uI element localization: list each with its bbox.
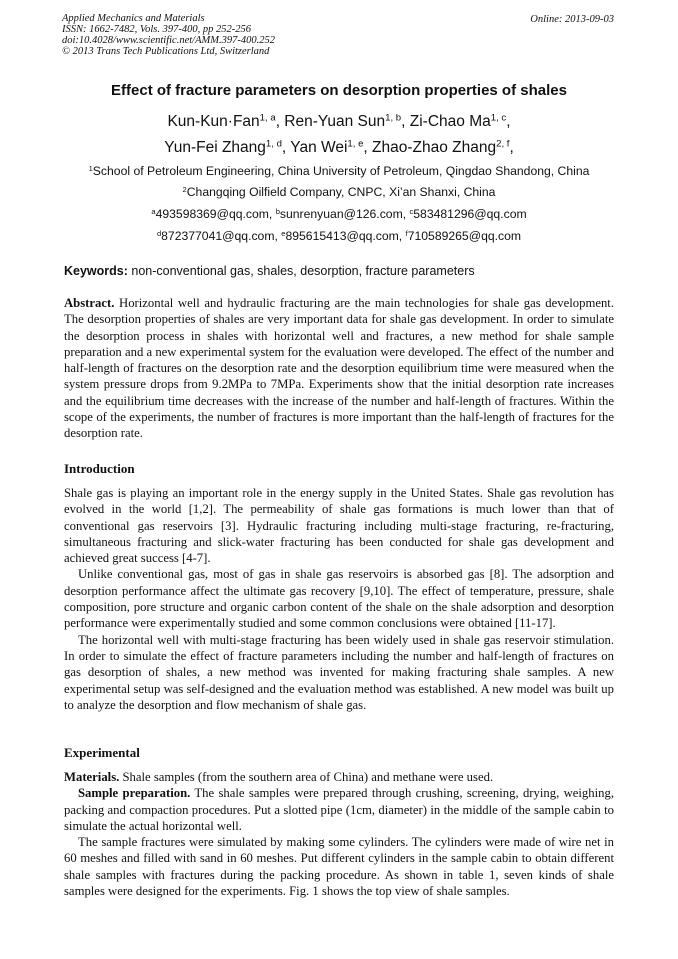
affiliation-text: School of Petroleum Engineering, China University of Petroleum, Qingdao Shandong, China [92, 164, 590, 178]
author-line-2 [0, 139, 678, 157]
introduction-heading: Introduction [64, 461, 135, 476]
paragraph: Unlike conventional gas, most of gas in shale gas reservoirs is absorbed gas [8]. The adsorption and desorption performance affect the ultimate gas recovery [9,10]. The effect of temperature, pressure, shale composition, pore structure and organic carbon content of the shale on the shale adsorption and desorption performance were experimentally studied and some common conclusions were obtained [11-17]. [64, 567, 614, 631]
email: 710589265@qq.com [407, 229, 522, 243]
email-mark: b [275, 206, 280, 216]
email-mark: f [405, 228, 408, 238]
affiliation-1 [0, 164, 678, 178]
author-line-1 [0, 113, 678, 131]
abstract [64, 295, 614, 442]
keywords [64, 264, 475, 278]
author-separator: , [509, 139, 514, 156]
email: 895615413@qq.com, [285, 229, 406, 243]
author-affiliation-mark: 1, b [385, 112, 402, 124]
author-affiliation-mark: 1, e [347, 138, 364, 150]
materials-text: Shale samples (from the southern area of China) and methane were used. [119, 770, 494, 784]
email-line-1 [0, 207, 678, 221]
affiliation-text: Changqing Oilfield Company, CNPC, Xi’an Shanxi, China [186, 185, 496, 199]
email-mark: c [409, 206, 414, 216]
abstract-label: Abstract. [64, 296, 115, 310]
author-separator: , [506, 113, 511, 130]
affiliation-mark: 2 [182, 184, 187, 194]
author-name: , Yan Wei [281, 139, 348, 156]
doi-line: doi:10.4028/www.scientific.net/AMM.397-400.252 [62, 35, 275, 46]
journal-name: Applied Mechanics and Materials [62, 13, 205, 24]
paragraph: The horizontal well with multi-stage fracturing has been widely used in shale gas reservoir stimulation. In order to simulate the effect of fracture parameters including the number and half-length of fractures on gas desorption of shales, a new method was invented for making fracturing shale samples. A new experimental setup was self-designed and the evaluation method was established. A new model was built up to analyze the desorption and flow mechanism of shale gas. [64, 632, 614, 712]
author-affiliation-mark: 1, a [259, 112, 276, 124]
email-mark: e [281, 228, 286, 238]
paragraph: The sample fractures were simulated by making some cylinders. The cylinders were made of wire net in 60 meshes and filled with sand in 60 meshes. Put different cylinders in the sample cabin to obtain different shale samples with fractures during the packing procedure. As shown in table 1, seven kinds of shale samples were designed for the experiments. Fig. 1 shows the top view of shale samples. [64, 835, 614, 899]
issn-line: ISSN: 1662-7482, Vols. 397-400, pp 252-256 [62, 24, 251, 35]
email-mark: a [151, 206, 156, 216]
author-affiliation-mark: 1, d [265, 138, 282, 150]
author-name: , Zhao-Zhao Zhang [363, 139, 497, 156]
experimental-heading: Experimental [64, 745, 140, 760]
sample-preparation-text: The shale samples were prepared through crushing, screening, drying, weighing, packing and compaction procedures. Put a slotted pipe (1cm, diameter) in the middle of the sample cabin to simulate the actual horizontal well. [64, 786, 614, 833]
keywords-text: non-conventional gas, shales, desorption, fracture parameters [127, 264, 475, 278]
email-mark: d [156, 228, 162, 238]
email-line-2 [0, 229, 678, 243]
keywords-label: Keywords: [64, 264, 128, 278]
sample-preparation-label: Sample preparation. [78, 786, 191, 801]
author-name: , Ren-Yuan Sun [275, 113, 386, 130]
email: 583481296@qq.com [413, 207, 527, 221]
author-name: , Zi-Chao Ma [401, 113, 491, 130]
abstract-text: Horizontal well and hydraulic fracturing are the main technologies for shale gas development. The desorption properties of shales are very important data for shale gas development. In order to simulate the desorption process in shales with horizontal well and fractures, a new method for shale sample preparation and a new experimental system for the evaluation were developed. The effect of the number and half-length of fractures on the desorption rate and the desorption equilibrium time were measured when the system pressure drops from 9.2MPa to 7MPa. Experiments show that the initial desorption rate increases and the equilibrium time decreases with the increase of the number and half-length of fractures. Within the scope of the experiments, the number of fractures is more important than the half-length of fractures for the desorption rate. [64, 296, 614, 441]
copyright-line: © 2013 Trans Tech Publications Ltd, Switzerland [62, 46, 270, 57]
author-name: Yun-Fei Zhang [164, 139, 266, 156]
paper-title: Effect of fracture parameters on desorption properties of shales [111, 82, 567, 99]
author-affiliation-mark: 2, f [496, 138, 510, 150]
affiliation-mark: 1 [88, 163, 93, 173]
email: 872377041@qq.com, [161, 229, 282, 243]
email: sunrenyuan@126.com, [279, 207, 410, 221]
online-date: Online: 2013-09-03 [530, 14, 614, 25]
paragraph: Shale gas is playing an important role in the energy supply in the United States. Shale gas revolution has evolved in the world [1,2]. The permeability of shale gas formations is much lower than that of conventional gas reservoirs [3]. Hydraulic fracturing including multi-stage fracturing, re-fracturing, simultaneous fracturing and slick-water fracturing has been conducted for shale gas development and achieved great success [4-7]. [64, 486, 614, 566]
author-affiliation-mark: 1, c [490, 112, 507, 124]
affiliation-2 [0, 185, 678, 199]
experimental-body [64, 769, 614, 899]
introduction-body [64, 485, 614, 713]
materials-label: Materials. [64, 770, 120, 784]
email: 493598369@qq.com, [155, 207, 276, 221]
author-name: Kun-Kun·Fan [167, 113, 260, 130]
